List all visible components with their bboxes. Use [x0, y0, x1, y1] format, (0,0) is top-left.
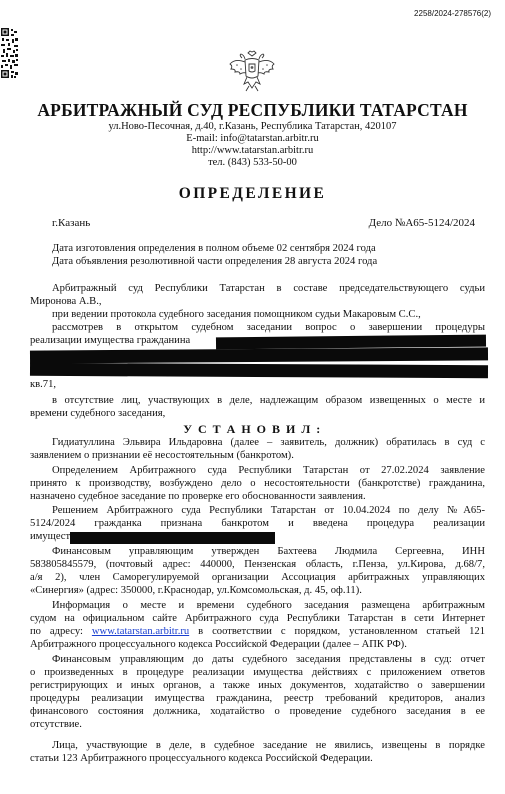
paragraph-line: регистрирующих и иных органов, а также иных документов, ходатайство о завершении: [30, 680, 485, 691]
paragraph-line: Гидиатуллина Эльвира Ильдаровна (далее – заявитель, должник) обратилась в суд с: [52, 437, 485, 448]
text-fragment: в соответствии с порядком, установленном статьей 121: [189, 626, 485, 637]
text-fragment: по адресу:: [30, 626, 92, 637]
court-email: E-mail: info@tatarstan.arbitr.ru: [186, 133, 319, 144]
document-number: 2258/2024-278576(2): [414, 9, 491, 18]
intro-line: в отсутствие лиц, участвующих в деле, надлежащим образом извещенных о месте и: [52, 395, 485, 406]
document-title: ОПРЕДЕЛЕНИЕ: [178, 185, 327, 202]
paragraph-line: статьи 123 Арбитражного процессуального кодекса Российской Федерации.: [30, 753, 373, 764]
paragraph-line: Определением Арбитражного суда Республики Татарстан от 27.02.2024 заявление: [52, 465, 485, 476]
intro-line: кв.71,: [30, 379, 57, 390]
paragraph-line: судом на официальном сайте Арбитражного суда Республики Татарстан в сети Интернет: [30, 613, 485, 624]
paragraph-line: имущест: [30, 531, 71, 542]
paragraph-line: о произведенных в процедуре реализации имущества действиях с приложением ответов: [30, 667, 485, 678]
website-link[interactable]: www.tatarstan.arbitr.ru: [91, 626, 190, 637]
paragraph-line: [30, 626, 485, 639]
redaction-bar: [30, 363, 488, 378]
court-phone: тел. (843) 533-50-00: [208, 157, 297, 168]
court-name: АРБИТРАЖНЫЙ СУД РЕСПУБЛИКИ ТАТАРСТАН: [37, 100, 468, 120]
date-resolution: Дата объявления резолютивной части определения 28 августа 2024 года: [52, 256, 378, 267]
established-heading: У С Т А Н О В И Л :: [183, 422, 322, 436]
paragraph-line: принято к производству, возбуждено дело о несостоятельности (банкротстве) гражданина,: [30, 478, 485, 489]
double-headed-eagle-emblem-icon: [227, 50, 277, 92]
intro-line: Миронова А.В.,: [30, 296, 102, 307]
intro-line: реализации имущества гражданина: [30, 335, 191, 346]
paragraph-line: заявлением о признании её несостоятельным (банкротом).: [30, 450, 294, 461]
intro-line: при ведении протокола судебного заседания помощником судьи Макаровым С.С.,: [52, 309, 421, 320]
paragraph-line: назначено судебное заседание по проверке его обоснованности заявления.: [30, 491, 366, 502]
paragraph-line: отсутствие.: [30, 719, 82, 730]
paragraph-line: Финансовым управляющим до даты судебного заседания представлены в суд: отчет: [52, 654, 485, 665]
paragraph-line: Финансовым управляющим утвержден Бахтеева Людмила Сергеевна, ИНН: [52, 546, 485, 557]
redaction-bar: [70, 532, 275, 544]
paragraph-line: процедуры реализации имущества гражданина, реестр требований кредиторов, анализ: [30, 693, 485, 704]
paragraph-line: а/я 2), член Саморегулируемой организации Ассоциация арбитражных управляющих: [30, 572, 485, 583]
redaction-bar: [30, 347, 488, 363]
court-address: ул.Ново-Песочная, д.40, г.Казань, Республика Татарстан, 420107: [108, 121, 397, 132]
intro-line: Арбитражный суд Республики Татарстан в составе председательствующего судьи: [52, 283, 485, 294]
paragraph-line: 583805845579, (почтовый адрес: 440000, Пензенская область, г.Пенза, ул.Кирова, д.68/7,: [30, 559, 485, 570]
intro-line: рассмотрев в открытом судебном заседании вопрос о завершении процедуры: [52, 322, 485, 333]
paragraph-line: Решением Арбитражного суда Республики Татарстан от 10.04.2024 по делу №А65-: [52, 505, 485, 516]
case-number: Дело №А65-5124/2024: [368, 217, 475, 229]
paragraph-line: финансового состояния должника, ходатайство о проведение судебного заседания в ее: [30, 706, 485, 717]
paragraph-line: 5124/2024 гражданка признана банкротом и введена процедура реализации: [30, 518, 485, 529]
qr-code: [0, 27, 19, 79]
intro-line: времени судебного заседания,: [30, 408, 166, 419]
court-website[interactable]: http://www.tatarstan.arbitr.ru: [191, 145, 314, 156]
paragraph-line: «Синергия» (адрес: 350000, г.Краснодар, ул.Комсомольская, д. 45, оф.11).: [30, 585, 362, 596]
paragraph-line: Лица, участвующие в деле, в судебное заседание не явились, извещены в порядке: [52, 740, 485, 751]
city: г.Казань: [52, 217, 91, 229]
paragraph-line: Арбитражного процессуального кодекса Российской Федерации (далее – АПК РФ).: [30, 639, 407, 650]
paragraph-line: Информация о месте и времени судебного заседания размещена арбитражным: [52, 600, 485, 611]
date-full-text: Дата изготовления определения в полном объеме 02 сентября 2024 года: [52, 243, 376, 254]
